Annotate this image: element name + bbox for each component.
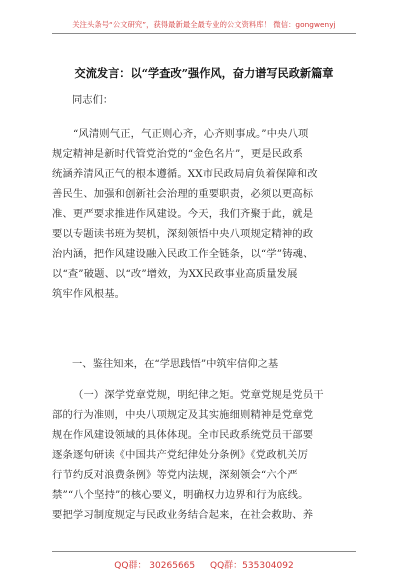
text-line: 规定精神是新时代管党治党的“金色名片”，更是民政系 xyxy=(52,148,304,160)
text-line: （一）深学党章党规，明纪律之矩。党章党规是党员干 xyxy=(73,389,324,401)
paragraph-section1 xyxy=(52,385,356,525)
text-line: 善民生、加强和创新社会治理的重要职责，必须以更高标 xyxy=(52,188,314,200)
text-line: 规在作风建设领域的具体体现。全市民政系统党员干部要 xyxy=(52,429,314,441)
text-line: 筑牢作风根基。 xyxy=(52,288,126,300)
text-line: 禁”“八个坚持”的核心要义，明确权力边界和行为底线。 xyxy=(52,489,309,501)
text-line: 行节约反对浪费条例》等党内法规，深刻领会“六个严 xyxy=(52,469,298,481)
text-line: 治内涵，把作风建设融入民政工作全链条，以“学”铸魂、 xyxy=(52,248,314,260)
footer-qq-group-1: QQ群： 30265665 xyxy=(114,561,196,571)
text-line: 要把学习制度规定与民政业务结合起来，在社会救助、养 xyxy=(52,509,314,521)
greeting: 同志们： xyxy=(72,94,114,106)
text-line: 部的行为准则，中央八项规定及其实施细则精神是党章党 xyxy=(52,409,314,421)
document-title: 交流发言：以“学查改”强作风，奋力谱写民政新篇章 xyxy=(74,66,334,80)
text-line: 统涵养清风正气的根本遵循。XX市民政局肩负着保障和改 xyxy=(52,168,318,180)
header-notice: 关注头条号“公文研究”，获得最新最全最专业的公文资料库！ 微信：gongwenyj xyxy=(72,20,336,29)
header-divider xyxy=(52,33,356,34)
paragraph-intro xyxy=(52,124,356,304)
text-line: 要以专题读书班为契机，深刻领悟中央八项规定精神的政 xyxy=(52,228,314,240)
text-line: 准、更严要求推进作风建设。今天，我们齐聚于此，就是 xyxy=(52,208,314,220)
section-heading: 一、鉴往知来，在“学思践悟”中筑牢信仰之基 xyxy=(72,358,279,370)
text-line: 以“查”破题、以“改”增效，为XX民政事业高质量发展 xyxy=(52,268,298,280)
text-line: “风清则气正，气正则心齐，心齐则事成。”中央八项 xyxy=(73,128,309,140)
text-line: 逐条逐句研读《中国共产党纪律处分条例》《党政机关厉 xyxy=(52,449,309,461)
footer xyxy=(52,558,356,571)
footer-divider xyxy=(52,551,356,552)
footer-qq-group-2: QQ群：535304092 xyxy=(210,561,294,571)
